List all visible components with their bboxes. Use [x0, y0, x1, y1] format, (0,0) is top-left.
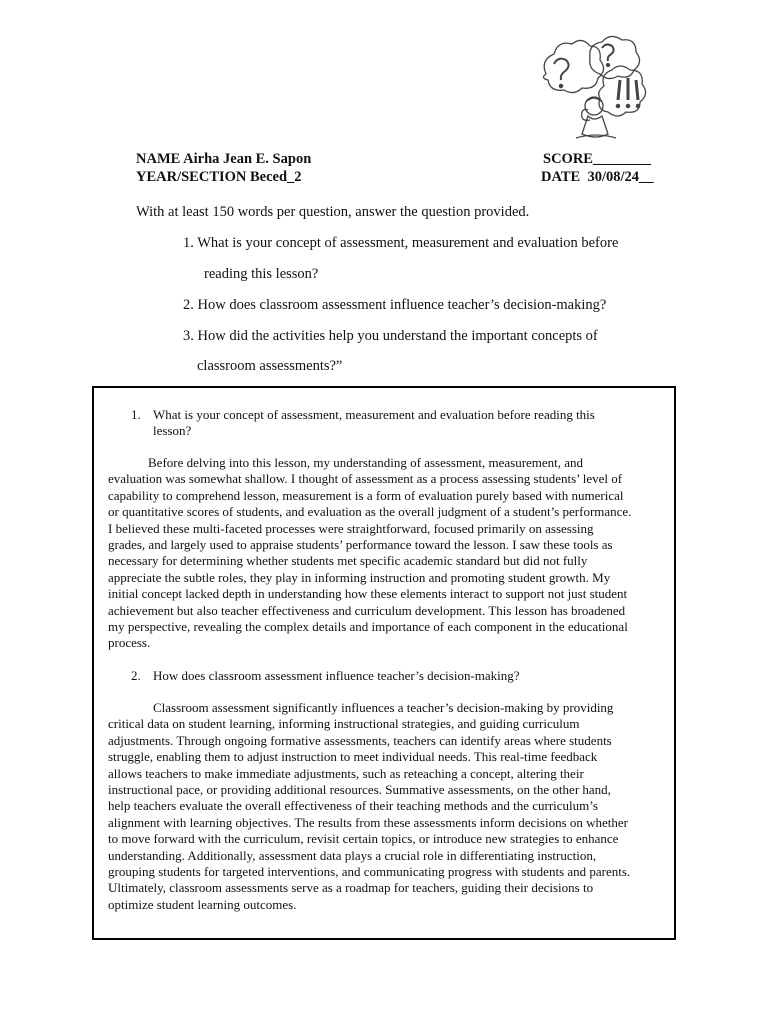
answer-question-1-line-2: lesson?	[153, 423, 192, 438]
answer-2-line: Classroom assessment significantly influences a teacher’s decision-making by providing	[153, 700, 614, 715]
answer-2-line: optimize student learning outcomes.	[108, 896, 297, 912]
date-value: 30/08/24__	[587, 169, 654, 185]
answer-1-line: I believed these multi-faceted processes were straightforward, focused primarily on assessing	[108, 520, 594, 536]
score-blank: ________	[592, 151, 651, 167]
year-section-line	[136, 169, 302, 186]
answer-question-2-text: How does classroom assessment influence teacher’s decision-making?	[153, 668, 520, 683]
answer-question-2-number: 2.	[131, 668, 141, 683]
answer-2-line: adjustments. Through ongoing formative assessments, teachers can identify areas where students	[108, 732, 612, 748]
answer-1-line: Before delving into this lesson, my understanding of assessment, measurement, and	[148, 455, 584, 470]
date-line	[541, 169, 654, 186]
answer-question-1-line-1: What is your concept of assessment, measurement and evaluation before reading this	[153, 407, 595, 422]
year-section-label: YEAR/SECTION	[136, 169, 247, 185]
instruction-question-2: 2. How does classroom assessment influence teacher’s decision-making?	[183, 297, 607, 313]
answer-1-line: capability to comprehend lesson, measurement is a form of evaluation purely based with numerical	[108, 487, 624, 503]
answer-1-line: initial concept lacked depth in understanding how these elements interact to support not just student	[108, 586, 628, 602]
answer-1-line: process.	[108, 635, 151, 651]
name-value: Airha Jean E. Sapon	[183, 151, 312, 167]
instruction-question-3-line-2: classroom assessments?”	[197, 358, 343, 374]
student-name-line	[136, 151, 311, 168]
instruction-question-1-line-2: reading this lesson?	[204, 266, 319, 282]
answer-2-line: Ultimately, classroom assessments serve as a roadmap for teachers, guiding their decisions to	[108, 880, 594, 896]
answer-2-line: instructional pace, or providing additional resources. Summative assessments, on the other hand,	[108, 782, 611, 798]
answer-box	[92, 386, 676, 940]
answer-2-line: struggle, enabling them to adjust instruction to meet individual needs. This real-time feedback	[108, 749, 598, 765]
answer-2-line: alignment with learning objectives. The results from these assessments inform decisions on whether	[108, 814, 629, 830]
answer-question-1-number: 1.	[131, 407, 141, 422]
answer-2-line: allows teachers to make immediate adjustments, such as reteaching a concept, altering their	[108, 765, 584, 781]
score-label: SCORE	[543, 151, 593, 167]
thinking-person-illustration	[532, 34, 658, 144]
answer-1-paragraph	[108, 455, 668, 652]
score-line	[543, 151, 651, 168]
answer-2-paragraph	[108, 700, 668, 913]
instruction-question-1-line-1: 1. What is your concept of assessment, measurement and evaluation before	[183, 235, 619, 251]
answer-1-line: or quantitative scores of students, and evaluation as the overall judgment of a student’s performance.	[108, 504, 632, 520]
answer-1-line: achievement but also teacher effectiveness and curriculum development. This lesson has broadened	[108, 602, 626, 618]
answer-1-line: my perspective, revealing the complex details and importance of each component in the educational	[108, 619, 628, 635]
instructions-intro: With at least 150 words per question, answer the question provided.	[136, 204, 530, 220]
name-label: NAME	[136, 151, 181, 167]
instruction-question-3-line-1: 3. How did the activities help you understand the important concepts of	[183, 328, 598, 344]
date-label: DATE	[541, 169, 581, 185]
answer-2-line: critical data on student learning, informing instructional strategies, and guiding curriculum	[108, 716, 580, 732]
answer-1-line: appreciate the subtle roles, they play in informing instruction and promoting student growth. My	[108, 569, 611, 585]
answer-2-line: grouping students for targeted interventions, and communicating progress with students and parents.	[108, 864, 631, 880]
answer-2-line: help teachers evaluate the overall effectiveness of their teaching methods and the curriculum’s	[108, 798, 598, 814]
year-section-value: Beced_2	[250, 169, 302, 185]
answer-1-line: evaluation was somewhat shallow. I thought of assessment as a process assessing students’ level of	[108, 471, 623, 487]
answer-2-line: understanding. Additionally, assessment data plays a crucial role in differentiating instruction,	[108, 847, 597, 863]
answer-1-line: necessary for determining whether students met specific academic standard but did not fully	[108, 553, 588, 569]
answer-2-line: to move forward with the curriculum, revisit certain topics, or introduce new strategies to enhance	[108, 831, 619, 847]
answer-1-line: grades, and largely used to appraise students’ performance toward the lesson. I saw these tools as	[108, 537, 613, 553]
